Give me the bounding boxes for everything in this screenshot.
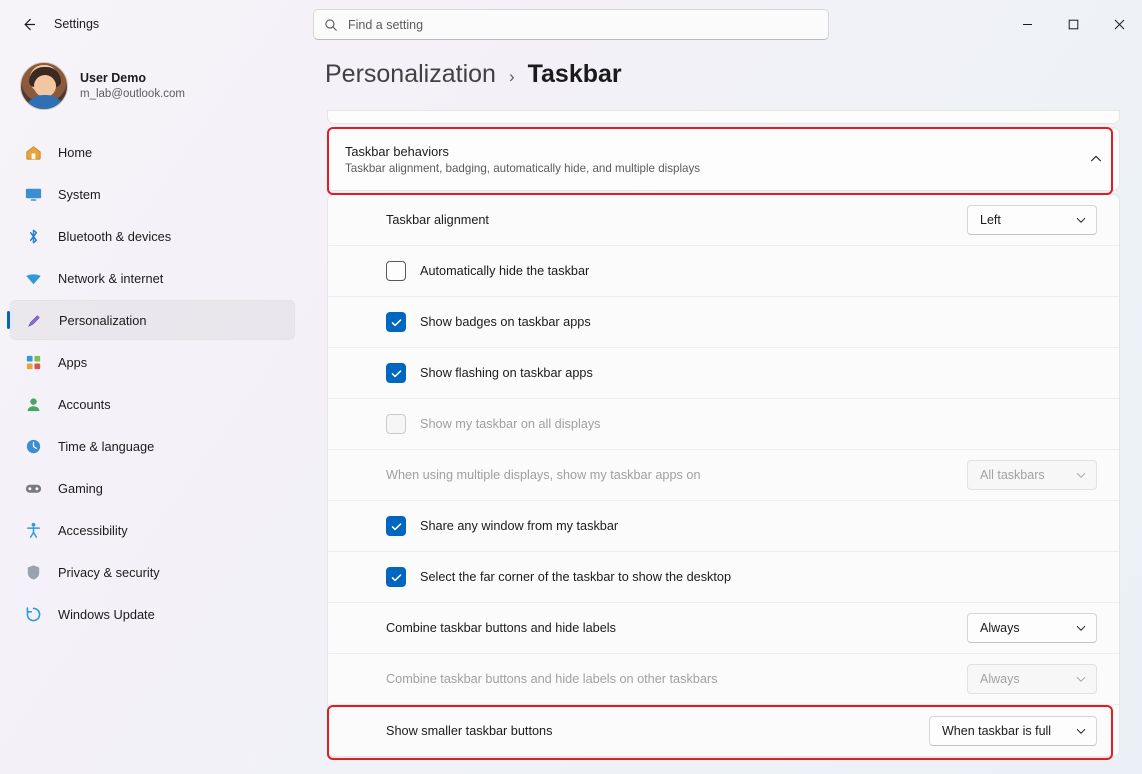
sidebar-item-label: Windows Update [58, 606, 155, 622]
previous-section-clipped [327, 110, 1120, 124]
chevron-down-icon [1075, 673, 1087, 685]
chevron-down-icon [1075, 469, 1087, 481]
combine-taskbar-buttons-dropdown[interactable] [967, 613, 1097, 643]
taskbar-behaviors-rows [327, 194, 1120, 757]
system-icon [20, 182, 46, 206]
show-badges-checkbox[interactable] [386, 312, 406, 332]
back-arrow-icon [20, 16, 37, 33]
row-show-badges[interactable] [328, 297, 1119, 348]
sidebar-item-time-language[interactable] [10, 426, 295, 466]
row-show-smaller-taskbar-buttons[interactable] [328, 705, 1119, 756]
maximize-button[interactable] [1050, 0, 1096, 48]
multiple-displays-dropdown [967, 460, 1097, 490]
sidebar-item-label: Gaming [58, 480, 103, 496]
taskbar-alignment-dropdown[interactable] [967, 205, 1097, 235]
close-button[interactable] [1096, 0, 1142, 48]
sidebar-item-label: System [58, 186, 101, 202]
show-flashing-checkbox[interactable] [386, 363, 406, 383]
row-multiple-displays-apps-on [328, 450, 1119, 501]
sidebar-item-label: Time & language [58, 438, 155, 454]
row-label: Combine taskbar buttons and hide labels on other taskbars [386, 672, 718, 686]
sidebar-item-label: Network & internet [58, 270, 164, 286]
sidebar-item-accessibility[interactable] [10, 510, 295, 550]
accessibility-icon [20, 518, 46, 542]
sidebar-item-label: Accessibility [58, 522, 128, 538]
home-icon [20, 140, 46, 164]
sidebar-item-home[interactable] [10, 132, 295, 172]
network-icon [20, 266, 46, 290]
row-show-taskbar-all-displays [328, 399, 1119, 450]
row-combine-taskbar-buttons[interactable] [328, 603, 1119, 654]
show-taskbar-all-displays-checkbox [386, 414, 406, 434]
sidebar-item-label: Bluetooth & devices [58, 228, 172, 244]
apps-icon [20, 350, 46, 374]
window-controls [1004, 0, 1142, 48]
sidebar-item-label: Home [58, 144, 93, 160]
show-smaller-taskbar-buttons-dropdown[interactable] [929, 716, 1097, 746]
privacy-security-icon [20, 560, 46, 584]
sidebar-item-network-internet[interactable] [10, 258, 295, 298]
breadcrumb-parent[interactable]: Personalization [325, 60, 496, 88]
row-show-flashing[interactable] [328, 348, 1119, 399]
taskbar-behaviors-expander[interactable] [328, 128, 1119, 190]
breadcrumb [305, 48, 1142, 99]
account-name: User Demo [80, 70, 146, 85]
row-label: Select the far corner of the taskbar to show the desktop [420, 570, 732, 584]
dropdown-value: When taskbar is full [942, 723, 1052, 738]
row-label: Automatically hide the taskbar [420, 264, 590, 278]
time-language-icon [20, 434, 46, 458]
dropdown-value: Always [980, 672, 1020, 686]
minimize-button[interactable] [1004, 0, 1050, 48]
sidebar-item-gaming[interactable] [10, 468, 295, 508]
row-label: Show badges on taskbar apps [420, 315, 591, 329]
chevron-down-icon [1075, 725, 1087, 737]
dropdown-value: Left [980, 213, 1001, 227]
window-title: Settings [54, 17, 100, 31]
account-email: m_lab@outlook.com [80, 87, 185, 100]
avatar [20, 62, 68, 110]
sidebar-item-privacy-security[interactable] [10, 552, 295, 592]
dropdown-value: All taskbars [980, 468, 1045, 482]
far-corner-show-desktop-checkbox[interactable] [386, 567, 406, 587]
sidebar-item-apps[interactable] [10, 342, 295, 382]
chevron-down-icon [1075, 214, 1087, 226]
sidebar-item-system[interactable] [10, 174, 295, 214]
sidebar-item-label: Accounts [58, 396, 111, 412]
chevron-up-icon [1089, 152, 1103, 166]
row-combine-taskbar-buttons-other [328, 654, 1119, 705]
bluetooth-icon [20, 224, 46, 248]
chevron-down-icon [1075, 622, 1087, 634]
title-bar [0, 0, 1142, 48]
row-taskbar-alignment[interactable] [328, 195, 1119, 246]
page-title: Taskbar [527, 60, 622, 88]
back-button[interactable] [10, 8, 46, 40]
search-box[interactable] [313, 9, 829, 40]
settings-scroll-area[interactable] [305, 110, 1142, 774]
sidebar-item-bluetooth-devices[interactable] [10, 216, 295, 256]
account-profile[interactable] [0, 48, 305, 124]
maximize-icon [1068, 19, 1079, 30]
row-label: When using multiple displays, show my taskbar apps on [386, 468, 701, 482]
close-icon [1114, 19, 1125, 30]
sidebar-item-accounts[interactable] [10, 384, 295, 424]
row-far-corner-show-desktop[interactable] [328, 552, 1119, 603]
combine-taskbar-buttons-other-dropdown [967, 664, 1097, 694]
automatically-hide-taskbar-checkbox[interactable] [386, 261, 406, 281]
sidebar-item-label: Personalization [59, 312, 147, 328]
row-label: Combine taskbar buttons and hide labels [386, 621, 616, 635]
breadcrumb-separator: › [508, 67, 515, 86]
sidebar-item-label: Apps [58, 354, 88, 370]
dropdown-value: Always [980, 621, 1020, 635]
windows-update-icon [20, 602, 46, 626]
row-automatically-hide-taskbar[interactable] [328, 246, 1119, 297]
sidebar [0, 48, 305, 774]
share-any-window-checkbox[interactable] [386, 516, 406, 536]
minimize-icon [1022, 19, 1033, 30]
expander-title: Taskbar behaviors [345, 143, 449, 159]
accounts-icon [20, 392, 46, 416]
row-share-any-window[interactable] [328, 501, 1119, 552]
sidebar-item-windows-update[interactable] [10, 594, 295, 634]
sidebar-item-personalization[interactable] [10, 300, 295, 340]
row-label: Show my taskbar on all displays [420, 417, 601, 431]
row-label: Show smaller taskbar buttons [386, 723, 553, 738]
search-input[interactable] [346, 17, 818, 33]
row-label: Share any window from my taskbar [420, 519, 619, 533]
gaming-icon [20, 476, 46, 500]
expander-subtitle: Taskbar alignment, badging, automatically hide, and multiple displays [345, 161, 701, 175]
sidebar-item-label: Privacy & security [58, 564, 160, 580]
row-label: Show flashing on taskbar apps [420, 366, 593, 380]
sidebar-nav [0, 132, 305, 634]
row-label: Taskbar alignment [386, 213, 489, 227]
personalization-icon [21, 308, 47, 332]
content-area [305, 48, 1142, 774]
search-icon [324, 18, 338, 32]
taskbar-behaviors-card [327, 127, 1120, 191]
